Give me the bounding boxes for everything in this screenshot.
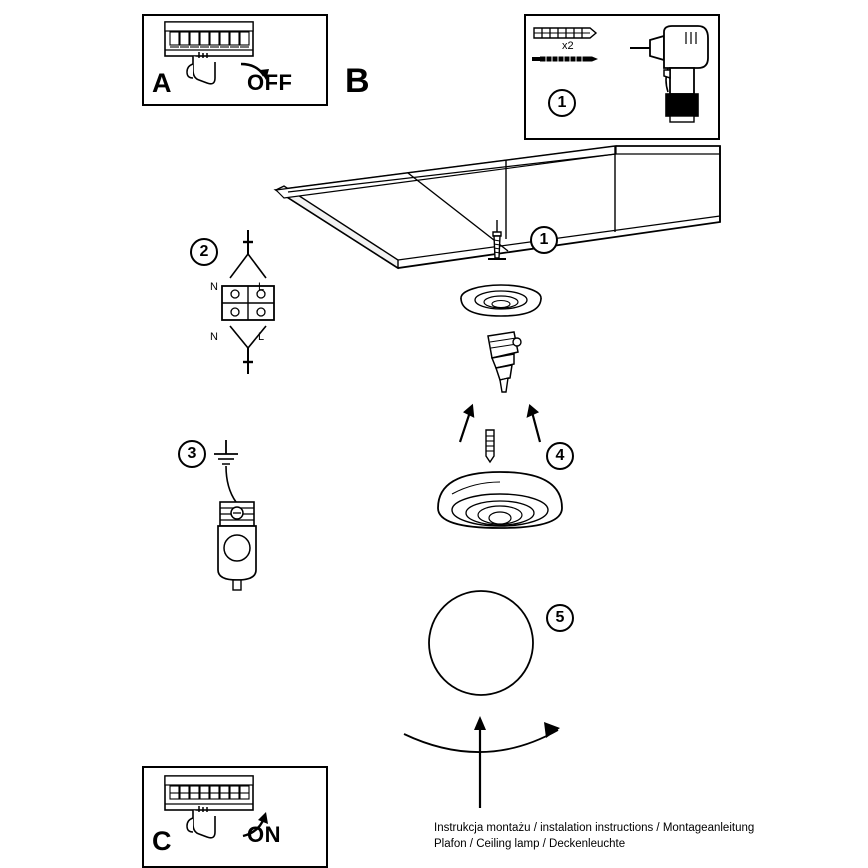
panel-b-qty-label: x2 — [562, 40, 574, 52]
lamp-base-dome-icon — [434, 466, 566, 544]
terminal-label-l-top: L — [258, 281, 265, 293]
step-1-circle: 1 — [530, 226, 558, 254]
footer-line-1: Instrukcja montażu / instalation instructions / Montageanleitung — [434, 822, 755, 834]
earth-wire-socket-icon — [202, 432, 280, 592]
lamp-holder-icon — [470, 330, 540, 406]
ceiling-canopy-icon — [458, 282, 544, 330]
step-3-circle: 3 — [178, 440, 206, 468]
panel-b-step-circle: 1 — [548, 89, 576, 117]
panel-a-letter: A — [152, 68, 172, 98]
step-2-circle: 2 — [190, 238, 218, 266]
panel-b-letter: B — [345, 62, 370, 100]
glass-globe-icon — [426, 588, 536, 698]
screw-icon — [530, 52, 600, 66]
step-4-circle: 4 — [546, 442, 574, 470]
step-5-circle: 5 — [546, 604, 574, 632]
panel-a-action-label: OFF — [247, 70, 293, 95]
globe-rotation-arrows — [394, 704, 574, 814]
footer-line-2: Plafon / Ceiling lamp / Deckenleuchte — [434, 838, 626, 850]
power-drill-icon — [624, 18, 716, 126]
panel-c-letter: C — [152, 826, 172, 856]
terminal-label-l-bottom: L — [258, 331, 265, 343]
terminal-label-n-top: N — [210, 281, 218, 293]
panel-c-action-label: ON — [247, 822, 281, 847]
terminal-block-wiring-icon — [200, 228, 296, 378]
terminal-label-n-bottom: N — [210, 331, 218, 343]
ceiling-screw-icons — [480, 218, 526, 272]
